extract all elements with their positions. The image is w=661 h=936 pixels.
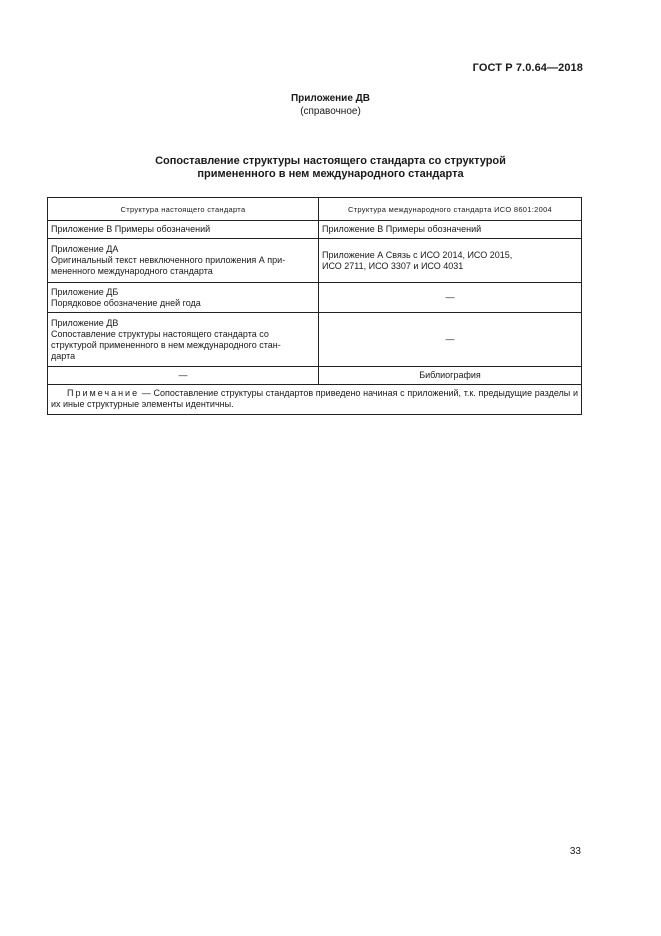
table-cell-right bbox=[319, 221, 582, 239]
table-cell-right bbox=[319, 313, 582, 367]
cell-text: Приложение В Примеры обозначений bbox=[51, 224, 211, 234]
note-label: Примечание bbox=[67, 388, 140, 398]
table-header-row bbox=[48, 198, 582, 221]
table-row bbox=[48, 313, 582, 367]
cell-text: дарта bbox=[51, 350, 76, 361]
table-note-row bbox=[48, 385, 582, 415]
table-cell-left bbox=[48, 313, 319, 367]
cell-text: — bbox=[178, 370, 188, 380]
table-cell-left bbox=[48, 283, 319, 313]
note-text bbox=[51, 388, 578, 410]
cell-text: Приложение В Примеры обозначений bbox=[322, 224, 482, 234]
table-row bbox=[48, 221, 582, 239]
table-row bbox=[48, 283, 582, 313]
cell-text: ИСО 2711, ИСО 3307 и ИСО 4031 bbox=[322, 260, 464, 271]
table-header-right: Структура международного стандарта ИСО 8601:2004 bbox=[319, 198, 582, 221]
comparison-table bbox=[47, 197, 582, 415]
note-body: — Сопоставление структуры стандартов приведено начиная с приложений, т.к. предыдущие разделы и их иные структурные элементы идентичны. bbox=[51, 388, 578, 409]
appendix-subtitle: (справочное) bbox=[300, 106, 361, 117]
document-code: ГОСТ Р 7.0.64—2018 bbox=[472, 62, 583, 74]
table-note-cell bbox=[48, 385, 582, 415]
cell-text: — bbox=[445, 292, 455, 302]
table-cell-left bbox=[48, 239, 319, 283]
appendix-title: Приложение ДВ bbox=[290, 93, 371, 104]
comparison-table-wrapper bbox=[47, 197, 582, 415]
cell-text: — bbox=[445, 334, 455, 344]
table-cell-right bbox=[319, 239, 582, 283]
cell-text: Приложение ДА bbox=[51, 244, 119, 254]
table-cell-right bbox=[319, 283, 582, 313]
table-cell-left bbox=[48, 367, 319, 385]
section-heading bbox=[0, 155, 661, 181]
table-cell-left bbox=[48, 221, 319, 239]
cell-text: Приложение А Связь с ИСО 2014, ИСО 2015, bbox=[322, 249, 513, 260]
cell-text: Библиография bbox=[419, 370, 481, 380]
cell-text: Порядковое обозначение дней года bbox=[51, 297, 201, 308]
cell-text: мененного международного стандарта bbox=[51, 266, 213, 276]
table-row bbox=[48, 239, 582, 283]
table-row bbox=[48, 367, 582, 385]
heading-line-1: Сопоставление структуры настоящего стандарта со структурой bbox=[155, 155, 506, 167]
heading-line-2: примененного в нем международного стандарта bbox=[197, 168, 464, 180]
cell-text: структурой примененного в нем международного стан- bbox=[51, 339, 281, 350]
page-number: 33 bbox=[569, 846, 581, 857]
cell-text: Приложение ДБ bbox=[51, 286, 119, 297]
table-cell-right bbox=[319, 367, 582, 385]
table-header-left: Структура настоящего стандарта bbox=[48, 198, 319, 221]
cell-text: Оригинальный текст невключенного приложения А при- bbox=[51, 255, 286, 265]
cell-text: Сопоставление структуры настоящего стандарта со bbox=[51, 328, 269, 339]
cell-text: Приложение ДВ bbox=[51, 317, 119, 328]
